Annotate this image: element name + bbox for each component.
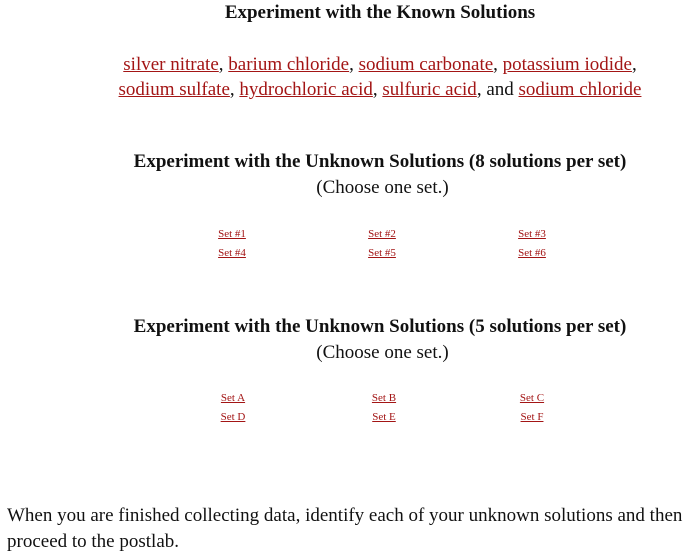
set-6-link[interactable]: Set #6 — [518, 247, 546, 259]
link-hydrochloric-acid[interactable]: hydrochloric acid — [239, 79, 373, 100]
unknown-5-title: Experiment with the Unknown Solutions (5 solutions per set) — [133, 316, 627, 337]
link-potassium-iodide[interactable]: potassium iodide — [502, 54, 632, 75]
unknown-8-title: Experiment with the Unknown Solutions (8 solutions per set) — [133, 151, 627, 172]
known-solutions-links-line-1: silver nitrate, barium chloride, sodium carbonate, potassium iodide, — [123, 54, 637, 75]
set-5-link[interactable]: Set #5 — [368, 247, 396, 259]
footer-line-1: When you are finished collecting data, identify each of your unknown solutions and then — [7, 505, 683, 526]
link-sodium-chloride[interactable]: sodium chloride — [518, 79, 642, 100]
link-sodium-sulfate[interactable]: sodium sulfate — [118, 79, 230, 100]
set-b-link[interactable]: Set B — [371, 392, 397, 404]
set-c-link[interactable]: Set C — [519, 392, 545, 404]
set-2-link[interactable]: Set #2 — [368, 228, 396, 240]
set-e-link[interactable]: Set E — [372, 411, 396, 423]
set-d-link[interactable]: Set D — [220, 411, 246, 423]
footer-line-2: proceed to the postlab. — [7, 531, 180, 552]
link-sodium-carbonate[interactable]: sodium carbonate — [358, 54, 494, 75]
link-sulfuric-acid[interactable]: sulfuric acid — [382, 79, 477, 100]
set-f-link[interactable]: Set F — [520, 411, 544, 423]
known-solutions-links-line-2: sodium sulfate, hydrochloric acid, sulfuric acid, and sodium chloride — [118, 79, 642, 100]
unknown-5-subtitle: (Choose one set.) — [316, 342, 449, 363]
set-1-link[interactable]: Set #1 — [218, 228, 246, 240]
link-barium-chloride[interactable]: barium chloride — [228, 54, 350, 75]
set-4-link[interactable]: Set #4 — [218, 247, 246, 259]
unknown-8-subtitle: (Choose one set.) — [316, 177, 449, 198]
link-silver-nitrate[interactable]: silver nitrate — [123, 54, 219, 75]
set-a-link[interactable]: Set A — [220, 392, 246, 404]
set-3-link[interactable]: Set #3 — [518, 228, 546, 240]
known-solutions-title: Experiment with the Known Solutions — [224, 2, 536, 23]
footer-instructions — [7, 503, 700, 555]
